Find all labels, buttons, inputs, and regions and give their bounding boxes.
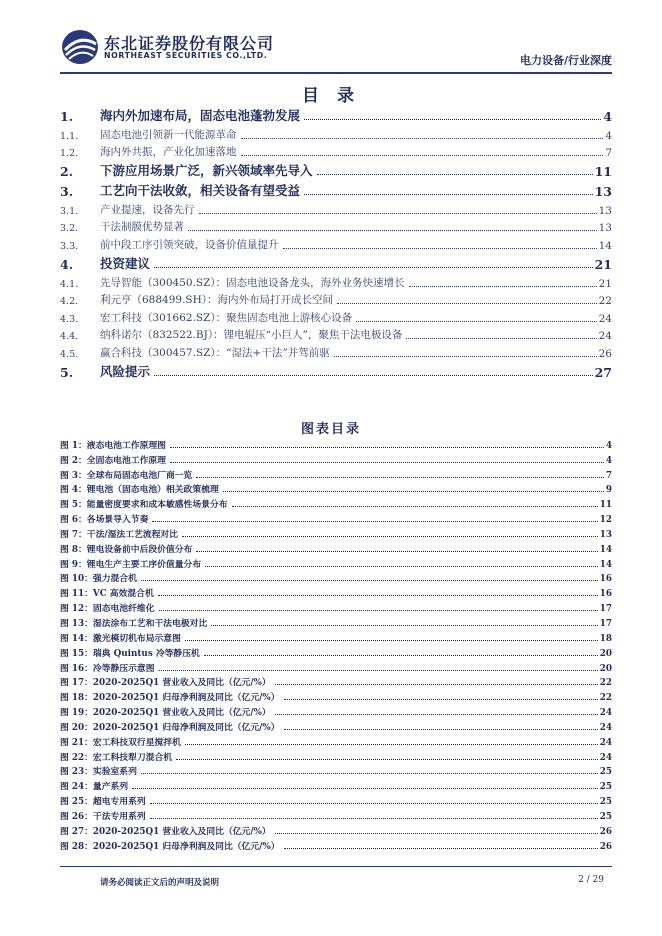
figure-entry[interactable] xyxy=(60,555,612,570)
toc-title: 目 录 xyxy=(302,86,360,106)
toc-leader-dots xyxy=(304,194,593,195)
figure-entry-label: 图 4： xyxy=(60,485,87,496)
figure-entry-title: 激光模切机布局示意图 xyxy=(92,633,181,644)
figure-entry-label: 图 3： xyxy=(60,470,87,481)
toc-entry-page: 22 xyxy=(598,295,612,308)
figure-entry-title: 全球布局固态电池厂商一览 xyxy=(86,470,193,481)
figure-entry-label: 图 28： xyxy=(60,841,93,852)
figure-entry-page: 4 xyxy=(605,440,612,451)
figure-entry[interactable] xyxy=(60,466,612,481)
figure-entry[interactable] xyxy=(60,570,612,585)
figure-entry[interactable] xyxy=(60,599,612,614)
figure-entry-page: 9 xyxy=(605,485,612,496)
toc-leader-dots xyxy=(154,375,593,376)
figure-entry-page: 16 xyxy=(599,574,612,585)
figure-entry[interactable] xyxy=(60,674,612,689)
figure-entry-page: 20 xyxy=(599,648,612,659)
toc-entry-title: 纳科诺尔（832522.BJ）：锂电辊压“小巨人”，聚焦干法电极设备 xyxy=(100,329,403,342)
figure-leader-dots xyxy=(211,625,597,626)
toc-entry-page: 13 xyxy=(598,204,612,217)
toc-entry[interactable] xyxy=(60,159,612,179)
toc-entry[interactable] xyxy=(60,360,612,380)
figure-entry-title: 量产系列 xyxy=(92,782,129,793)
figure-leader-dots xyxy=(223,491,604,492)
toc-leader-dots xyxy=(283,248,597,249)
figure-entry-label: 图 5： xyxy=(60,500,87,511)
company-name-cn: 东北证券股份有限公司 xyxy=(104,34,275,53)
figure-entry-page: 14 xyxy=(599,544,612,555)
figure-leader-dots xyxy=(284,848,598,849)
toc-entry-number: 2. xyxy=(60,164,74,180)
figure-entry-title: 冷等静压示意图 xyxy=(92,663,155,674)
toc-leader-dots xyxy=(241,138,604,139)
figure-leader-dots xyxy=(182,536,598,537)
toc-entry-number: 4.5. xyxy=(60,348,79,360)
toc-entry-page: 7 xyxy=(605,147,612,160)
toc-entry-page: 14 xyxy=(598,239,612,252)
figure-entry-label: 图 24： xyxy=(60,782,93,793)
toc-entry-title: 投资建议 xyxy=(100,255,151,271)
figure-entry-label: 图 6： xyxy=(60,515,87,526)
figure-entry-title: 湿法涂布工艺和干法电极对比 xyxy=(92,618,208,629)
figure-entry-label: 图 16： xyxy=(60,663,93,674)
figure-entry-label: 图 9： xyxy=(60,559,87,570)
toc-leader-dots xyxy=(356,321,596,322)
figure-entry[interactable] xyxy=(60,584,612,599)
toc-entry-page: 4 xyxy=(603,109,612,124)
toc-leader-dots xyxy=(409,286,597,287)
figure-entry-page: 24 xyxy=(599,722,612,733)
figure-leader-dots xyxy=(141,773,598,774)
figure-leader-dots xyxy=(152,521,597,522)
company-name-en: NORTHEAST SECURITIES CO.,LTD. xyxy=(104,51,268,60)
toc-entry[interactable] xyxy=(60,272,612,290)
figure-entry-label: 图 19： xyxy=(60,708,93,719)
toc-entry-title: 利元亨（688499.SH）：海内外布局打开成长空间 xyxy=(100,294,334,307)
toc-leader-dots xyxy=(241,155,604,156)
figure-entry[interactable] xyxy=(60,540,612,555)
figure-entry-title: 锂电设备前中后段价值分布 xyxy=(86,544,193,555)
figure-entry-page: 17 xyxy=(599,604,612,615)
figure-entry-title: 宏工科技犁刀混合机 xyxy=(92,752,173,763)
toc-leader-dots xyxy=(188,230,597,231)
figure-list xyxy=(60,436,612,852)
figure-entry-page: 20 xyxy=(599,663,612,674)
toc-entry[interactable] xyxy=(60,307,612,325)
figure-entry[interactable] xyxy=(60,718,612,733)
figure-entry-page: 25 xyxy=(599,767,612,778)
figure-entry-label: 图 27： xyxy=(60,826,93,837)
toc-entry-number: 3.3. xyxy=(60,240,79,252)
toc-entry-page: 13 xyxy=(598,222,612,235)
figure-entry-page: 24 xyxy=(599,737,612,748)
toc-entry-title: 固态电池引领新一代能源革命 xyxy=(100,128,237,141)
figure-leader-dots xyxy=(275,684,598,685)
report-type-label: 电力设备/行业深度 xyxy=(519,54,612,67)
figure-entry-page: 18 xyxy=(599,633,612,644)
figure-entry-page: 16 xyxy=(599,589,612,600)
figure-leader-dots xyxy=(196,551,597,552)
toc-entry-page: 24 xyxy=(598,312,612,325)
page-header xyxy=(60,28,612,68)
figure-entry[interactable] xyxy=(60,837,612,852)
toc-entry-page: 26 xyxy=(598,347,612,360)
figure-entry[interactable] xyxy=(60,659,612,674)
toc-entry-number: 4.2. xyxy=(60,296,79,308)
toc-entry-title: 前中段工序引领突破，设备价值量提升 xyxy=(100,238,279,251)
figure-entry-page: 24 xyxy=(599,708,612,719)
toc-entry-page: 27 xyxy=(594,364,612,380)
figure-entry-label: 图 1： xyxy=(60,440,87,451)
toc-entry-page: 11 xyxy=(594,164,612,180)
toc-entry-number: 3. xyxy=(60,184,74,200)
figure-entry-page: 7 xyxy=(605,470,612,481)
figure-entry[interactable] xyxy=(60,436,612,451)
figure-entry-title: 2020-2025Q1 归母净利润及同比（亿元/%） xyxy=(92,722,280,733)
figure-leader-dots xyxy=(150,803,598,804)
toc-leader-dots xyxy=(334,356,597,357)
figure-entry-title: 固态电池纤维化 xyxy=(92,604,155,615)
figure-entry[interactable] xyxy=(60,688,612,703)
toc-entry[interactable] xyxy=(60,234,612,252)
toc-entry-title: 下游应用场景广泛，新兴领域率先导入 xyxy=(100,163,313,179)
toc-entry-title: 宏工科技（301662.SZ）：聚焦固态电池上游核心设备 xyxy=(100,311,353,324)
table-of-contents xyxy=(60,104,612,380)
figure-leader-dots xyxy=(185,744,598,745)
figure-entry[interactable] xyxy=(60,748,612,763)
figure-entry[interactable] xyxy=(60,451,612,466)
figure-entry-page: 11 xyxy=(599,500,612,511)
figure-leader-dots xyxy=(150,818,598,819)
figure-leader-dots xyxy=(170,447,604,448)
figure-entry-label: 图 22： xyxy=(60,752,93,763)
toc-entry-page: 24 xyxy=(598,330,612,343)
figure-entry-label: 图 7： xyxy=(60,529,87,540)
toc-entry[interactable] xyxy=(60,252,612,272)
figure-leader-dots xyxy=(185,640,598,641)
figure-entry-title: 瑞典 Quintus 冷等静压机 xyxy=(92,648,200,659)
toc-leader-dots xyxy=(317,174,593,175)
figure-entry-label: 图 20： xyxy=(60,722,93,733)
figure-entry-page: 12 xyxy=(599,515,612,526)
toc-entry[interactable] xyxy=(60,142,612,160)
toc-entry[interactable] xyxy=(60,179,612,199)
toc-entry[interactable] xyxy=(60,290,612,308)
toc-leader-dots xyxy=(304,119,601,120)
figure-entry-title: 干法/湿法工艺流程对比 xyxy=(86,529,178,540)
figure-entry-page: 4 xyxy=(605,455,612,466)
figure-entry-title: 2020-2025Q1 营业收入及同比（亿元/%） xyxy=(92,678,271,689)
figure-entry-title: VC 高效混合机 xyxy=(92,589,154,600)
toc-entry-title: 海内外加速布局，固态电池蓬勃发展 xyxy=(100,108,301,123)
figure-entry-page: 25 xyxy=(599,782,612,793)
figure-list-title: 图表目录 xyxy=(300,422,361,437)
figure-entry-label: 图 17： xyxy=(60,678,93,689)
toc-entry-number: 4.3. xyxy=(60,313,79,325)
figure-entry[interactable] xyxy=(60,481,612,496)
figure-entry[interactable] xyxy=(60,525,612,540)
toc-entry[interactable] xyxy=(60,217,612,235)
figure-entry-title: 全固态电池工作原理 xyxy=(86,455,166,466)
toc-entry-number: 1. xyxy=(60,109,74,124)
figure-entry-title: 各场景导入节奏 xyxy=(86,515,149,526)
toc-entry-number: 1.2. xyxy=(60,148,79,160)
figure-entry[interactable] xyxy=(60,703,612,718)
figure-entry[interactable] xyxy=(60,822,612,837)
figure-leader-dots xyxy=(159,610,598,611)
figure-entry-label: 图 2： xyxy=(60,455,87,466)
figure-entry-page: 26 xyxy=(599,841,612,852)
figure-leader-dots xyxy=(275,833,598,834)
figure-entry-title: 液态电池工作原理图 xyxy=(86,440,166,451)
figure-entry[interactable] xyxy=(60,644,612,659)
page-number: 2 / 29 xyxy=(578,875,604,885)
figure-entry-label: 图 21： xyxy=(60,737,93,748)
toc-entry-title: 干法制膜优势显著 xyxy=(100,221,184,234)
figure-entry-title: 2020-2025Q1 营业收入及同比（亿元/%） xyxy=(92,708,271,719)
toc-entry-title: 赢合科技（300457.SZ）：“湿法+干法”并驾前驱 xyxy=(100,346,330,359)
figure-leader-dots xyxy=(284,699,598,700)
figure-leader-dots xyxy=(141,580,598,581)
toc-entry-number: 3.2. xyxy=(60,223,79,235)
figure-entry[interactable] xyxy=(60,510,612,525)
figure-entry-label: 图 14： xyxy=(60,633,93,644)
toc-entry[interactable] xyxy=(60,199,612,217)
figure-entry-label: 图 11： xyxy=(60,589,93,600)
figure-entry-label: 图 26： xyxy=(60,811,93,822)
toc-entry-page: 13 xyxy=(594,184,612,200)
toc-entry-title: 风险提示 xyxy=(100,363,151,379)
figure-entry-label: 图 12： xyxy=(60,604,93,615)
figure-entry-label: 图 8： xyxy=(60,544,87,555)
figure-entry-title: 2020-2025Q1 归母净利润及同比（亿元/%） xyxy=(92,841,280,852)
toc-entry-page: 21 xyxy=(594,256,612,272)
figure-leader-dots xyxy=(170,462,604,463)
figure-leader-dots xyxy=(176,759,598,760)
toc-entry[interactable] xyxy=(60,342,612,360)
toc-entry[interactable] xyxy=(60,124,612,142)
toc-leader-dots xyxy=(406,338,596,339)
figure-entry-title: 干法专用系列 xyxy=(92,811,146,822)
figure-entry[interactable] xyxy=(60,807,612,822)
figure-entry-title: 宏工科技双行星搅拌机 xyxy=(92,737,181,748)
figure-entry[interactable] xyxy=(60,495,612,510)
figure-entry-title: 能量密度要求和成本敏感性场景分布 xyxy=(86,500,228,511)
figure-entry-page: 13 xyxy=(599,529,612,540)
figure-entry-page: 25 xyxy=(599,797,612,808)
toc-entry-number: 4.1. xyxy=(60,278,79,290)
toc-entry-title: 海内外共振，产业化加速落地 xyxy=(100,146,237,159)
toc-leader-dots xyxy=(337,303,597,304)
figure-entry-title: 超电专用系列 xyxy=(92,797,146,808)
figure-entry-title: 强力混合机 xyxy=(92,574,137,585)
figure-entry-page: 25 xyxy=(599,811,612,822)
figure-entry-label: 图 18： xyxy=(60,693,93,704)
toc-leader-dots xyxy=(199,213,597,214)
figure-entry[interactable] xyxy=(60,614,612,629)
figure-leader-dots xyxy=(204,655,598,656)
figure-leader-dots xyxy=(159,670,598,671)
toc-leader-dots xyxy=(154,267,593,268)
figure-entry-title: 2020-2025Q1 营业收入及同比（亿元/%） xyxy=(92,826,271,837)
figure-leader-dots xyxy=(158,595,598,596)
footer-disclaimer: 请务必阅读正文后的声明及说明 xyxy=(100,878,220,888)
figure-entry-title: 锂电池（固态电池）相关政策梳理 xyxy=(86,485,219,496)
toc-entry-page: 4 xyxy=(605,129,612,142)
figure-entry-page: 22 xyxy=(599,678,612,689)
toc-entry[interactable] xyxy=(60,325,612,343)
toc-entry-page: 21 xyxy=(598,277,612,290)
figure-entry-page: 14 xyxy=(599,559,612,570)
figure-leader-dots xyxy=(284,729,598,730)
toc-entry[interactable] xyxy=(60,104,612,124)
figure-entry[interactable] xyxy=(60,777,612,792)
figure-entry-page: 22 xyxy=(599,693,612,704)
figure-entry-page: 26 xyxy=(599,826,612,837)
toc-entry-number: 5. xyxy=(60,364,74,380)
toc-entry-number: 3.1. xyxy=(60,205,79,217)
toc-entry-number: 4.4. xyxy=(60,331,79,343)
toc-entry-number: 4. xyxy=(60,256,74,272)
figure-leader-dots xyxy=(205,566,598,567)
figure-entry-page: 17 xyxy=(599,618,612,629)
figure-leader-dots xyxy=(196,477,604,478)
figure-entry[interactable] xyxy=(60,792,612,807)
figure-entry-title: 2020-2025Q1 归母净利润及同比（亿元/%） xyxy=(92,693,280,704)
figure-entry-label: 图 15： xyxy=(60,648,93,659)
figure-leader-dots xyxy=(132,788,598,789)
northeast-securities-logo-icon xyxy=(60,28,102,66)
figure-entry[interactable] xyxy=(60,733,612,748)
header-divider xyxy=(60,72,612,74)
toc-entry-title: 先导智能（300450.SZ）：固态电池设备龙头，海外业务快速增长 xyxy=(100,276,405,289)
figure-entry-label: 图 25： xyxy=(60,797,93,808)
footer-divider xyxy=(60,866,612,867)
figure-entry[interactable] xyxy=(60,629,612,644)
figure-entry-title: 实验室系列 xyxy=(92,767,137,778)
figure-leader-dots xyxy=(275,714,598,715)
toc-entry-title: 产业提速，设备先行 xyxy=(100,203,195,216)
figure-entry-label: 图 23： xyxy=(60,767,93,778)
figure-entry-label: 图 10： xyxy=(60,574,93,585)
figure-entry-title: 锂电生产主要工序价值量分布 xyxy=(86,559,202,570)
toc-entry-number: 1.1. xyxy=(60,130,79,142)
figure-entry-label: 图 13： xyxy=(60,618,93,629)
figure-leader-dots xyxy=(232,506,598,507)
figure-entry[interactable] xyxy=(60,763,612,778)
toc-entry-title: 工艺向干法收敛，相关设备有望受益 xyxy=(100,183,301,199)
figure-entry-page: 24 xyxy=(599,752,612,763)
